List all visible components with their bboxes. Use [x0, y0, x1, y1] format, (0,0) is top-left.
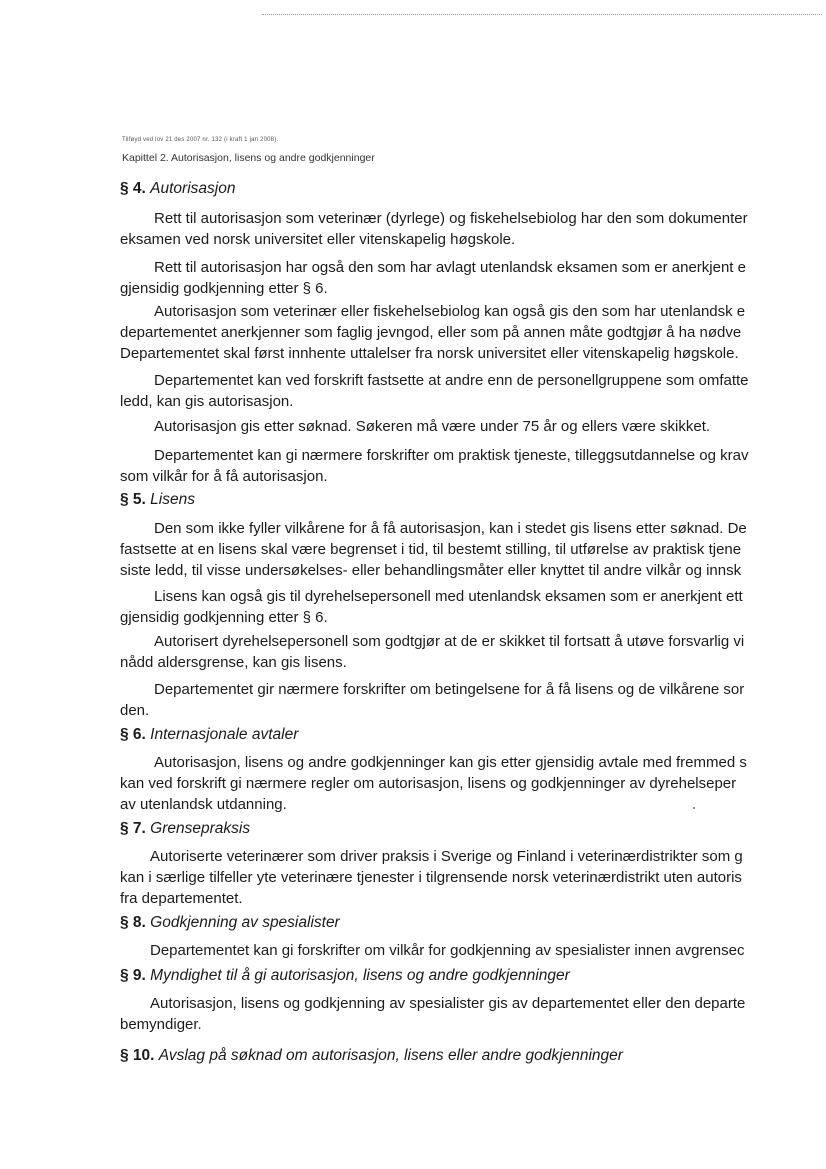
- paragraph-line: kan i særlige tilfeller yte veterinære tjenester i tilgrensende norsk veterinærdistrikt uten autoris: [120, 869, 742, 886]
- paragraph-line: Departementet kan gi forskrifter om vilkår for godkjenning av spesialister innen avgrensec: [150, 942, 745, 959]
- paragraph-line: som vilkår for å få autorisasjon.: [120, 468, 328, 485]
- paragraph-line: departementet anerkjenner som faglig jevngod, eller som på annen måte godtgjør å ha nødve: [120, 324, 742, 341]
- amendment-note: Tilføyd ved lov 21 des 2007 nr. 132 (i kraft 1 jan 2008).: [122, 137, 279, 143]
- paragraph-line: den.: [120, 702, 150, 719]
- section-heading: [120, 1047, 623, 1065]
- section-number: § 5.: [120, 491, 146, 508]
- section-title: Internasjonale avtaler: [150, 726, 299, 743]
- paragraph-line: kan ved forskrift gi nærmere regler om autorisasjon, lisens og godkjenninger av dyrehelseper: [120, 775, 737, 792]
- paragraph-line: ledd, kan gis autorisasjon.: [120, 393, 294, 410]
- section-title: Godkjenning av spesialister: [150, 914, 340, 931]
- paragraph-line: Lisens kan også gis til dyrehelsepersonell med utenlandsk eksamen som er anerkjent ett: [154, 588, 743, 605]
- section-number: § 10.: [120, 1047, 155, 1064]
- section-heading: [120, 967, 570, 985]
- section-heading: [120, 914, 340, 932]
- paragraph-line: Autorisasjon gis etter søknad. Søkeren må være under 75 år og ellers være skikket.: [154, 418, 711, 435]
- section-number: § 8.: [120, 914, 146, 931]
- paragraph-line: siste ledd, til visse undersøkelses- eller behandlingsmåter eller knyttet til andre vilkår og innsk: [120, 562, 742, 579]
- section-number: § 7.: [120, 820, 146, 837]
- section-title: Avslag på søknad om autorisasjon, lisens eller andre godkjenninger: [158, 1047, 623, 1064]
- paragraph-line: Departementet kan gi nærmere forskrifter om praktisk tjeneste, tilleggsutdannelse og krav: [154, 447, 749, 464]
- paragraph-line: av utenlandsk utdanning.: [120, 796, 287, 813]
- paragraph-line: Den som ikke fyller vilkårene for å få autorisasjon, kan i stedet gis lisens etter søknad. De: [154, 520, 747, 537]
- section-heading: [120, 820, 250, 838]
- section-title: Lisens: [150, 491, 195, 508]
- section-title: Autorisasjon: [150, 180, 236, 197]
- section-heading: [120, 180, 235, 198]
- paragraph-line: Autorisert dyrehelsepersonell som godtgjør at de er skikket til fortsatt å utøve forsvarlig vi: [154, 633, 745, 650]
- paragraph-line: Departementet kan ved forskrift fastsette at andre enn de personellgruppene som omfatte: [154, 372, 749, 389]
- paragraph-line: fastsette at en lisens skal være begrenset i tid, til bestemt stilling, til utførelse av praktisk tjene: [120, 541, 742, 558]
- paragraph-line: gjensidig godkjenning etter § 6.: [120, 280, 328, 297]
- paragraph-line: Autorisasjon, lisens og andre godkjenninger kan gis etter gjensidig avtale med fremmed s: [154, 754, 747, 771]
- section-number: § 4.: [120, 180, 146, 197]
- paragraph-line: gjensidig godkjenning etter § 6.: [120, 609, 328, 626]
- paragraph-line: eksamen ved norsk universitet eller vitenskapelig høgskole.: [120, 231, 516, 248]
- section-title: Grensepraksis: [150, 820, 251, 837]
- paragraph-line: Autorisasjon som veterinær eller fiskehelsebiolog kan også gis den som har utenlandsk e: [154, 303, 746, 320]
- paragraph-line: fra departementet.: [120, 890, 243, 907]
- paragraph-line: Departementet gir nærmere forskrifter om betingelsene for å få lisens og de vilkårene sor: [154, 681, 745, 698]
- paragraph-line: nådd aldersgrense, kan gis lisens.: [120, 654, 347, 671]
- paragraph-line: Rett til autorisasjon som veterinær (dyrlege) og fiskehelsebiolog har den som dokumenter: [154, 210, 748, 227]
- paragraph-line: Rett til autorisasjon har også den som har avlagt utenlandsk eksamen som er anerkjent e: [154, 259, 746, 276]
- section-heading: [120, 491, 195, 509]
- chapter-heading: Kapittel 2. Autorisasjon, lisens og andre godkjenninger: [122, 152, 375, 164]
- paragraph-line: bemyndiger.: [120, 1016, 202, 1033]
- section-title: Myndighet til å gi autorisasjon, lisens og andre godkjenninger: [150, 967, 570, 984]
- section-number: § 6.: [120, 726, 146, 743]
- paragraph-line: Autorisasjon, lisens og godkjenning av spesialister gis av departementet eller den departe: [150, 995, 746, 1012]
- paragraph-line: Departementet skal først innhente uttalelser fra norsk universitet eller vitenskapelig høgskole.: [120, 345, 739, 362]
- section-number: § 9.: [120, 967, 146, 984]
- paragraph-line: Autoriserte veterinærer som driver praksis i Sverige og Finland i veterinærdistrikter som g: [150, 848, 743, 865]
- section-heading: [120, 726, 298, 744]
